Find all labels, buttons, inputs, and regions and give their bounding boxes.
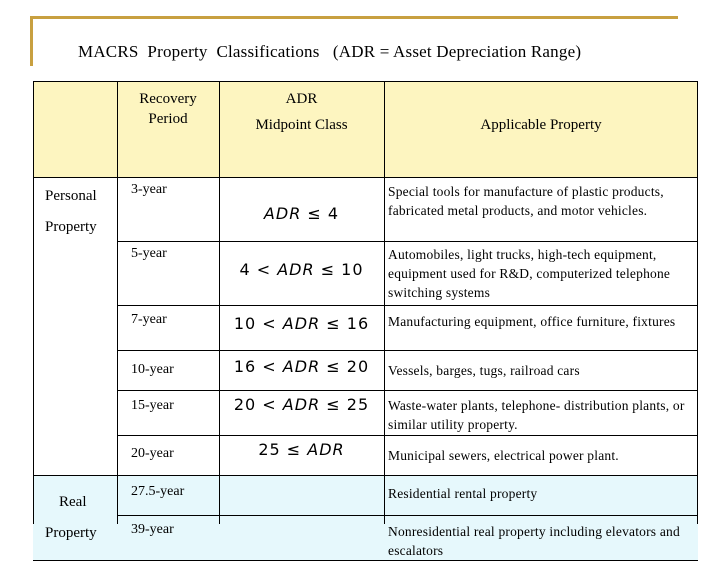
column-divider: [117, 81, 118, 524]
applicable-property-cell: Residential rental property: [384, 476, 698, 516]
adr-range-cell: [219, 351, 384, 391]
table-border-left: [33, 81, 34, 524]
column-divider: [219, 81, 220, 524]
adr-formula: 4 < ADR ≤ 10: [239, 260, 364, 279]
recovery-period-cell: 5-year: [117, 242, 219, 306]
recovery-period-cell: 20-year: [117, 436, 219, 476]
adr-range-cell: [219, 516, 384, 561]
adr-formula: 16 < ADR ≤ 20: [233, 357, 370, 376]
adr-formula: 20 < ADR ≤ 25: [233, 395, 370, 414]
adr-range-cell: [219, 178, 384, 242]
slide-frame-top: [30, 16, 678, 19]
table-border-top: [33, 81, 698, 82]
table-row: [33, 516, 698, 561]
table-row: [33, 391, 698, 436]
table-row: [33, 242, 698, 306]
adr-formula: 25 ≤ ADR: [258, 440, 345, 459]
applicable-property-cell: Vessels, barges, tugs, railroad cars: [384, 351, 698, 391]
adr-formula: ADR ≤ 4: [263, 204, 340, 223]
recovery-period-cell: 10-year: [117, 351, 219, 391]
adr-formula: 10 < ADR ≤ 16: [233, 314, 370, 333]
recovery-period-cell: 15-year: [117, 391, 219, 436]
table-border-right: [697, 81, 698, 524]
table-row: [33, 436, 698, 476]
macrs-table: [33, 81, 698, 561]
applicable-property-cell: Automobiles, light trucks, high-tech equipment, equipment used for R&D, computerized telephone switching systems: [384, 242, 698, 306]
adr-range-cell: [219, 391, 384, 436]
header-adr-midpoint: ADR Midpoint Class: [219, 81, 384, 178]
recovery-period-cell: 3-year: [117, 178, 219, 242]
applicable-property-cell: Nonresidential real property including elevators and escalators: [384, 516, 698, 561]
applicable-property-cell: Municipal sewers, electrical power plant.: [384, 436, 698, 476]
table-row: [33, 178, 698, 242]
header-applicable-property: Applicable Property: [384, 81, 698, 178]
adr-range-cell: [219, 436, 384, 476]
applicable-property-cell: Special tools for manufacture of plastic products, fabricated metal products, and motor vehicles.: [384, 178, 698, 242]
table-row: [33, 476, 698, 516]
adr-range-cell: [219, 242, 384, 306]
adr-range-cell: [219, 306, 384, 351]
slide-frame-left: [30, 16, 33, 66]
real-property-label: Real Property: [33, 476, 117, 561]
table-row: [33, 351, 698, 391]
header-recovery-period: Recovery Period: [117, 81, 219, 178]
table-row: [33, 306, 698, 351]
applicable-property-cell: Manufacturing equipment, office furniture, fixtures: [384, 306, 698, 351]
personal-property-label: Personal Property: [33, 178, 117, 476]
recovery-period-cell: 27.5-year: [117, 476, 219, 516]
recovery-period-cell: 7-year: [117, 306, 219, 351]
column-divider: [384, 81, 385, 524]
header-row: [33, 81, 698, 178]
adr-range-cell: [219, 476, 384, 516]
applicable-property-cell: Waste-water plants, telephone- distribution plants, or similar utility property.: [384, 391, 698, 436]
page-title: MACRS Property Classifications (ADR = Asset Depreciation Range): [78, 42, 582, 61]
header-empty-cell: [33, 81, 117, 178]
recovery-period-cell: 39-year: [117, 516, 219, 561]
